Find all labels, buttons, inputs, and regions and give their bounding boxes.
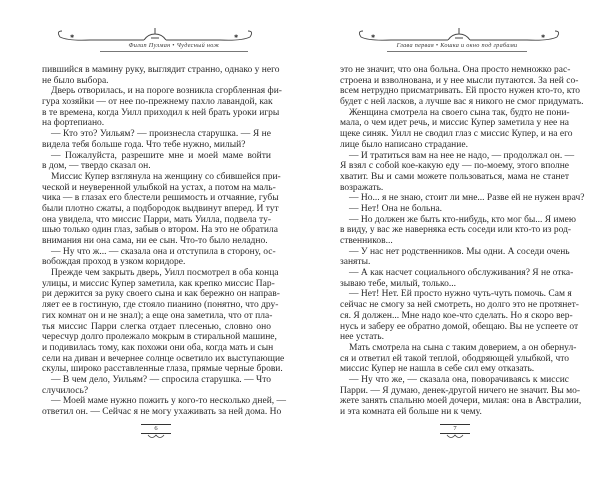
text-line: ся. Я должен... Мне надо кое-что сделать. Но я скоро вер- [340,310,573,321]
text-line: зываю тебе, милый, только... [340,278,457,289]
text-line: ри держится за руку своего сына и как бережно он направ- [42,289,280,300]
page-text [340,65,585,418]
text-line: на фортепиано. [42,118,105,129]
text-line: жете занять спальню моей дочери, милая: она в Австралии, [340,396,582,407]
text-line: чика — в глазах его блестели решимость и отчаяние, губы [42,193,279,204]
text-line: — Ну что же, — сказала она, поворачиваясь к миссис [349,374,569,385]
folio-ornament-icon [445,434,465,440]
text-line: — Нет! Она не больна. [349,203,443,214]
text-line: гура хозяйки — от нее по-прежнему пахло лавандой, как [42,97,273,108]
text-line: Дверь отворилась, и на пороге возникла сгорбленная фи- [51,86,282,97]
text-line: Я взял с собой кое-какую еду — по-моему, этого вполне [340,161,569,172]
text-line: — Но должен же быть кто-нибудь, кто мог бы... Я имею [349,214,576,225]
text-line: шью только один глаз, забыв о втором. На это не обратила [42,225,278,236]
text-line: случилось? [42,385,89,396]
text-line: всем нетрудно присматривать. Ей просто нужен кто-то, кто [340,86,580,97]
page-number-text: 7 [440,424,470,434]
page-text [42,65,287,418]
running-head: Глава первая • Кошка и окно под грабами [396,42,518,49]
header-rule [100,51,248,52]
text-line: сели на диван и вечернее солнце осветило их выступающие [42,353,285,364]
text-line: внимания ни она сама, ни ее сын. Что-то было неладно. [42,236,268,246]
text-line: Женщина смотрела на своего сына так, будто не пони- [349,107,570,118]
text-line: заняты. [340,257,371,268]
text-line: Парри. — Я думаю, денек-другой ничего не значит. Вы мо- [340,385,581,396]
text-line: Миссис Купер взглянула на женщину со сбившейся при- [51,171,281,182]
text-line: ответил он. — Сейчас я не могу ухаживать за ней дома. Но [42,407,282,417]
text-line: ственников... [340,236,393,246]
text-line: хватит. Вы и сами можете пользоваться, мама не станет [340,171,569,182]
page-number [440,424,470,440]
text-line: лице было написано страдание. [340,139,468,150]
running-head: Филип Пулман • Чудесный нож [128,42,220,49]
text-line: в виду, у вас же наверняка есть соседи или кто-то из род- [340,225,572,236]
page-number-text: 6 [141,424,171,434]
text-line: скулы, широко расставленные глаза, прямые черные брови. [42,364,283,375]
text-line: мала, о чем идет речь, и миссис Купер заметила у нее на [340,118,569,129]
text-line: щеке синяк. Уилл не сводил глаз с миссис Купер, и на его [340,129,573,140]
text-line: — Но... я не знаю, стоит ли мне... Разве ей не нужен врач? [349,193,585,204]
text-line: пившийся в мамину руку, выглядит странно, однако у него [42,65,280,75]
text-line: тья миссис Парри слегка отдает плесенью, словно оно [42,321,271,332]
text-line: — Нет! Нет. Ей просто нужно чуть-чуть помочь. Сам я [349,289,572,300]
text-line: и эта комната ей больше ни к чему. [340,407,482,417]
text-line: — Пожалуйста, разрешите мне и моей маме войти [51,150,271,161]
right-page [307,0,614,479]
text-line: чересчур долго пролежало мокрым в стиральной машине, [42,332,277,343]
text-line: ся и ответил ей такой теплой, ободряющей улыбкой, что [340,353,569,364]
text-line: гих комнат он и не знал); а еще она заметила, что от пла- [42,310,273,321]
text-line: сейчас не смогу за ней смотреть, но долго это не протянет- [340,300,579,311]
text-line: она увидела, что миссис Парри, мать Уилла, подвела ту- [42,214,271,225]
text-line: ляет ее в гостиную, где стояло пианино (понятно, что дру- [42,300,279,311]
page-number [141,424,171,440]
text-line: это не значит, что она больна. Она просто немножко рас- [340,65,571,75]
text-line: в те времена, когда Уилл приходил к ней брать уроки игры [42,107,280,118]
text-line: Прежде чем закрыть дверь, Уилл посмотрел в оба конца [51,268,279,279]
folio-ornament-icon [146,434,166,440]
text-line: Мать смотрела на сына с таким доверием, а он обернул- [349,342,577,353]
text-line: — И тратиться вам на нее не надо, — продолжал он. — [349,150,575,161]
text-line: будет с ней ласков, а лучше вас я никого не смог придумать. [340,97,584,108]
text-line: улицы, и миссис Купер заметила, как крепко миссис Пар- [42,278,275,289]
header-rule [387,51,527,52]
text-line: вобождая проход в узком коридоре. [42,257,186,268]
svg-text:✱: ✱ [541,35,546,40]
text-line: — А как насчет социального обслуживания? Я не отка- [349,268,574,279]
text-line: — Моей маме нужно пожить у кого-то несколько дней, — [51,396,287,407]
text-line: — В чем дело, Уильям? — спросила старушка. — Что [51,374,271,385]
text-line: — Кто это? Уильям? — произнесла старушка. — Я не [51,129,271,140]
text-line: нусь и заберу ее обратно домой, обещаю. Вы не успеете от [340,321,579,332]
text-line: миссис Купер не нашла в себе сил ему отказать. [340,364,535,375]
text-line: не было выбора. [42,75,109,86]
svg-text:✱: ✱ [234,35,239,40]
text-line: нее устать. [340,332,384,343]
text-line: — Ну что ж... — сказала она и отступила в сторону, ос- [51,246,276,257]
text-line: в дом, — твердо сказал он. [42,161,151,172]
text-line: видела тебя больше года. Что тебе нужно, милый? [42,139,246,150]
text-line: возражать. [340,182,384,193]
text-line: были плотно сжаты, а подбородок выдвинут вперед. И тут [42,203,279,214]
text-line: и подивилась тому, как похожи они оба, когда мать и сын [42,342,274,353]
text-line: строена и взволнована, и у нее мысли путаются. За ней со- [340,75,579,86]
svg-text:✱: ✱ [371,35,376,40]
text-line: ческой и неуверенной улыбкой на устах, а потом на маль- [42,182,276,193]
text-line: — У нас нет родственников. Мы одни. А соседи очень [349,246,570,257]
svg-text:✱: ✱ [70,35,75,40]
